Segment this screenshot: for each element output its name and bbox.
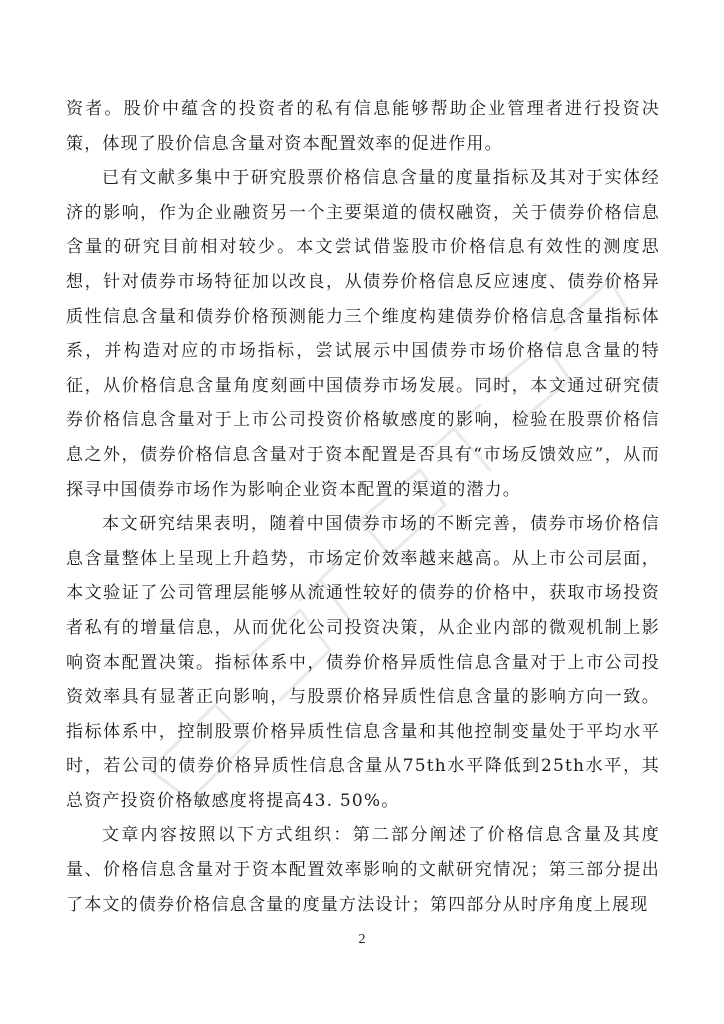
- body-text: [66, 92, 660, 922]
- paragraph-1: 资者。股价中蕴含的投资者的私有信息能够帮助企业管理者进行投资决策，体现了股价信息含量对资本配置效率的促进作用。: [66, 99, 660, 154]
- page-number: 2: [358, 932, 366, 947]
- paragraph-4: 文章内容按照以下方式组织：第二部分阐述了价格信息含量及其度量、价格信息含量对于资本配置效率影响的文献研究情况；第三部分提出了本文的债券价格信息含量的度量方法设计；第四部分从时序角度上展现: [66, 825, 660, 915]
- paragraph-3: 本文研究结果表明，随着中国债券市场的不断完善，债券市场价格信息含量整体上呈现上升趋势，市场定价效率越来越高。从上市公司层面，本文验证了公司管理层能够从流通性较好的债券的价格中，获取市场投资者私有的增量信息，从而优化公司投资决策，从企业内部的微观机制上影响资本配置决策。指标体系中，债券价格异质性信息含量对于上市公司投资效率具有显著正向影响，与股票价格异质性信息含量的影响方向一致。指标体系中，控制股票价格异质性信息含量和其他控制变量处于平均水平时，若公司的债券价格异质性信息含量从75th水平降低到25th水平，其总资产投资价格敏感度将提高43. 50%。: [66, 514, 660, 811]
- paragraph-2: 已有文献多集中于研究股票价格信息含量的度量指标及其对于实体经济的影响，作为企业融资另一个主要渠道的债权融资，关于债券价格信息含量的研究目前相对较少。本文尝试借鉴股市价格信息有效性的测度思想，针对债券市场特征加以改良，从债券价格信息反应速度、债券价格异质性信息含量和债券价格预测能力三个维度构建债券价格信息含量指标体系，并构造对应的市场指标，尝试展示中国债券市场价格信息含量的特征，从价格信息含量角度刻画中国债券市场发展。同时，本文通过研究债券价格信息含量对于上市公司投资价格敏感度的影响，检验在股票价格信息之外，债券价格信息含量对于资本配置是否具有“市场反馈效应”，从而探寻中国债券市场作为影响企业资本配置的渠道的潜力。: [66, 168, 660, 500]
